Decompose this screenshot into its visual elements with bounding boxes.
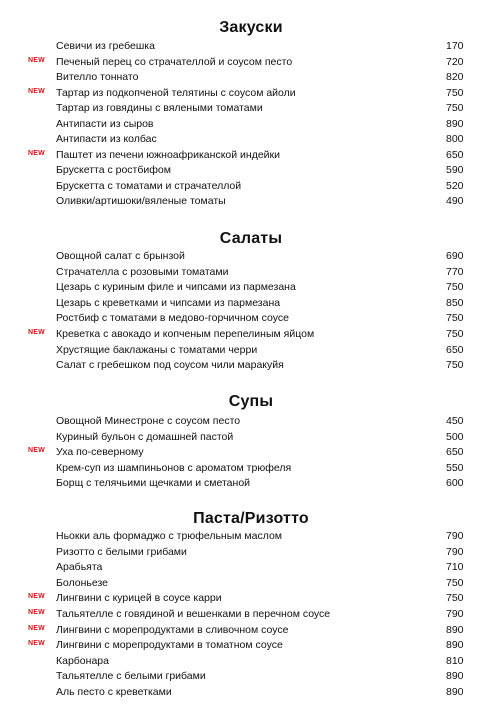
- new-badge: NEW: [28, 593, 45, 601]
- menu-item-price: 690: [446, 250, 464, 262]
- menu-item-price: 520: [446, 179, 464, 192]
- menu-item: [0, 639, 502, 655]
- menu-item-name: Тальятелле с белыми грибами: [56, 670, 206, 683]
- menu-item-name: Страчателла с розовыми томатами: [56, 265, 229, 278]
- menu-item-price: 650: [446, 446, 464, 458]
- menu-item-name: Цезарь с куриным филе и чипсами из пармезана: [56, 281, 296, 294]
- menu-item-name: Тартар из говядины с вялеными томатами: [56, 102, 263, 114]
- menu-item-price: 790: [446, 608, 464, 620]
- menu-item-price: 550: [446, 461, 464, 474]
- menu-item: [0, 670, 502, 686]
- menu-item-price: 890: [446, 670, 464, 683]
- menu-item: [0, 102, 502, 118]
- menu-item-price: 750: [446, 281, 464, 294]
- menu-item-price: 720: [446, 55, 464, 68]
- menu-item: [0, 446, 502, 462]
- menu-item-name: Карбонара: [56, 654, 109, 667]
- new-badge: NEW: [28, 609, 45, 616]
- menu-item-price: 650: [446, 343, 464, 356]
- menu-item: [0, 655, 502, 671]
- new-badge: NEW: [28, 447, 45, 454]
- menu-item-price: 750: [446, 328, 464, 340]
- menu-item: [0, 266, 502, 282]
- new-badge: NEW: [28, 640, 45, 648]
- menu-item-price: 890: [446, 623, 464, 636]
- menu-item: [0, 608, 502, 624]
- menu-item-price: 850: [446, 296, 464, 309]
- menu-item-price: 710: [446, 561, 464, 574]
- menu-item: [0, 546, 502, 562]
- menu-item-name: Салат с гребешком под соусом чили маракуйя: [56, 359, 284, 372]
- menu-item: [0, 431, 502, 447]
- menu-item-price: 590: [446, 164, 464, 176]
- menu-item-name: Болоньезе: [56, 576, 108, 589]
- menu-item-price: 490: [446, 195, 464, 207]
- new-badge: NEW: [28, 56, 45, 64]
- menu-item-name: Куриный бульон с домашней пастой: [56, 430, 234, 443]
- menu-item: [0, 328, 502, 344]
- menu-item-name: Крем-суп из шампиньонов с ароматом трюфеля: [56, 461, 292, 474]
- menu-item-price: 750: [446, 102, 464, 114]
- menu-item-price: 790: [446, 530, 464, 542]
- menu-item-name: Овощной Минестроне с соусом песто: [56, 415, 241, 427]
- menu-item-price: 890: [446, 639, 464, 652]
- menu-item: [0, 164, 502, 180]
- menu-item-price: 820: [446, 71, 464, 83]
- menu-item-name: Печеный перец со страчателлой и соусом песто: [56, 55, 293, 68]
- menu-item: [0, 686, 502, 702]
- section-title: Супы: [228, 393, 274, 410]
- menu-item-price: 790: [446, 545, 464, 558]
- menu-item-name: Лингвини с морепродуктами в томатном соусе: [56, 639, 283, 652]
- menu-item-price: 170: [446, 40, 464, 52]
- new-badge: NEW: [28, 87, 45, 95]
- menu-item-price: 810: [446, 654, 464, 667]
- menu-item: [0, 195, 502, 211]
- menu-item-name: Арабьята: [56, 561, 103, 574]
- menu-item: [0, 561, 502, 577]
- menu-item: [0, 297, 502, 313]
- menu-item-name: Антипасти из колбас: [56, 133, 157, 145]
- menu-item-name: Брускетта с ростбифом: [56, 164, 171, 176]
- section-title: Закуски: [219, 19, 283, 36]
- menu-item-name: Ньокки аль формаджо с трюфельным маслом: [56, 530, 283, 542]
- menu-item-name: Лингвини с морепродуктами в сливочном соусе: [56, 623, 289, 636]
- menu-item-price: 890: [446, 117, 464, 130]
- menu-item: [0, 577, 502, 593]
- menu-item-price: 650: [446, 148, 464, 161]
- new-badge: NEW: [28, 329, 45, 336]
- menu-item: [0, 415, 502, 431]
- menu-item-name: Паштет из печени южноафриканской индейки: [56, 148, 280, 161]
- menu-item: [0, 359, 502, 375]
- menu-item-name: Аль песто с креветками: [56, 686, 172, 698]
- menu-item: [0, 40, 502, 56]
- menu-item-name: Ризотто с белыми грибами: [56, 545, 187, 558]
- menu-item: [0, 344, 502, 360]
- menu-item-price: 750: [446, 86, 464, 99]
- menu-item-name: Тартар из подкопченой телятины с соусом айоли: [56, 86, 296, 99]
- new-badge: NEW: [28, 149, 45, 157]
- menu-item: [0, 592, 502, 608]
- menu-item: [0, 281, 502, 297]
- menu-item-name: Оливки/артишоки/вяленые томаты: [56, 195, 226, 207]
- menu-item: [0, 624, 502, 640]
- menu-item-name: Овощной салат с брынзой: [56, 250, 185, 262]
- menu-item-price: 800: [446, 133, 464, 145]
- menu-item: [0, 180, 502, 196]
- section-title: Паста/Ризотто: [193, 510, 309, 527]
- menu-item: [0, 462, 502, 478]
- menu-item-price: 750: [446, 312, 464, 325]
- new-badge: NEW: [28, 624, 45, 632]
- menu-item-name: Брускетта с томатами и страчателлой: [56, 179, 242, 192]
- menu-item-name: Ростбиф с томатами в медово-горчичном соусе: [56, 312, 289, 325]
- menu-item-name: Креветка с авокадо и копченым перепелиным яйцом: [56, 328, 315, 340]
- menu-item-name: Уха по-северному: [56, 446, 144, 458]
- menu-item-price: 450: [446, 415, 464, 427]
- menu-item-price: 770: [446, 265, 464, 278]
- menu-item-name: Лингвини с курицей в соусе карри: [56, 592, 222, 605]
- menu-item-name: Севичи из гребешка: [56, 40, 155, 52]
- menu-item-price: 750: [446, 359, 464, 372]
- menu-item: [0, 250, 502, 266]
- menu-item-name: Цезарь с креветками и чипсами из пармезана: [56, 296, 281, 309]
- menu-item: [0, 149, 502, 165]
- menu-item: [0, 530, 502, 546]
- menu-item: [0, 118, 502, 134]
- menu-item: [0, 312, 502, 328]
- menu-item-name: Антипасти из сыров: [56, 117, 154, 130]
- menu-item-price: 750: [446, 592, 464, 605]
- menu-item: [0, 56, 502, 72]
- menu-item-price: 500: [446, 430, 464, 443]
- menu-item-name: Борщ с телячьими щечками и сметаной: [56, 477, 251, 489]
- menu-item: [0, 133, 502, 149]
- menu-item-price: 890: [446, 686, 464, 698]
- menu-item-name: Хрустящие баклажаны с томатами черри: [56, 343, 258, 356]
- menu-item-price: 750: [446, 576, 464, 589]
- menu-item: [0, 71, 502, 87]
- menu-item-price: 600: [446, 477, 464, 489]
- menu-item: [0, 87, 502, 103]
- menu-item-name: Тальятелле с говядиной и вешенками в перечном соусе: [56, 608, 331, 620]
- menu-item: [0, 477, 502, 493]
- section-title: Салаты: [219, 230, 283, 247]
- menu-item-name: Вителло тоннато: [56, 71, 139, 83]
